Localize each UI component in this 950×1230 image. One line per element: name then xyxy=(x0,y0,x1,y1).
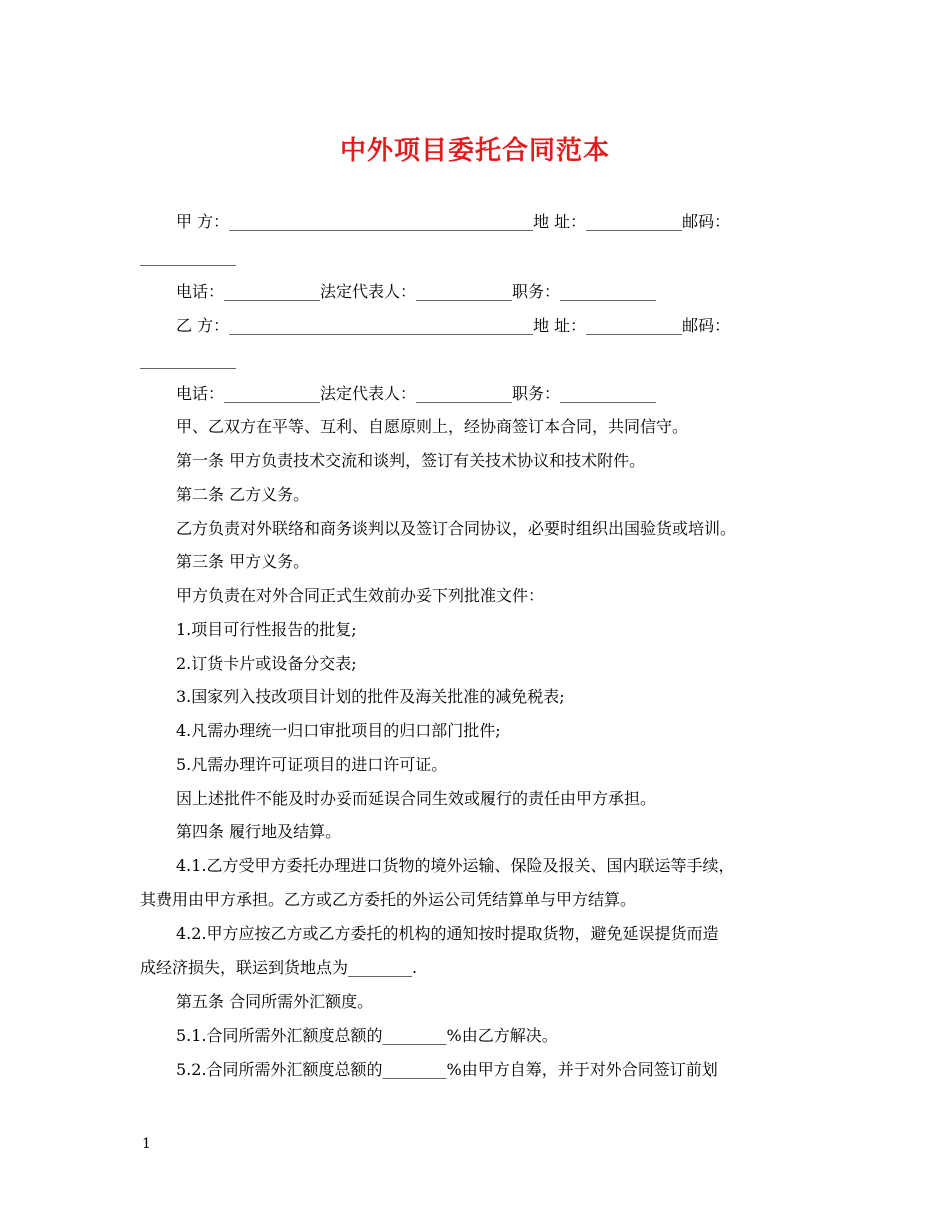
clause-4-2-line-2: 成经济损失，联运到货地点为________. xyxy=(140,958,418,977)
list-item: 3.国家列入技改项目计划的批件及海关批准的减免税表; xyxy=(176,687,565,706)
document-title: 中外项目委托合同范本 xyxy=(339,136,610,166)
article-2-heading: 第二条 乙方义务。 xyxy=(176,485,310,504)
party-b-line: 乙 方：______________________________________地 址：____________邮码： xyxy=(176,316,731,335)
article-1: 第一条 甲方负责技术交流和谈判，签订有关技术协议和技术附件。 xyxy=(176,451,646,470)
preamble: 甲、乙双方在平等、互利、自愿原则上，经协商签订本合同，共同信守。 xyxy=(176,417,689,436)
article-2-body: 乙方负责对外联络和商务谈判以及签订合同协议，必要时组织出国验货或培训。 xyxy=(176,519,737,538)
article-3-body: 甲方负责在对外合同正式生效前办妥下列批准文件： xyxy=(176,586,545,605)
party-b-zip-line: ____________ xyxy=(140,350,236,369)
party-b-phone-line: 电话：____________法定代表人：____________职务：____________ xyxy=(176,384,657,403)
article-4-heading: 第四条 履行地及结算。 xyxy=(176,822,342,841)
party-a-phone-line: 电话：____________法定代表人：____________职务：____________ xyxy=(176,282,657,301)
article-3-note: 因上述批件不能及时办妥而延误合同生效或履行的责任由甲方承担。 xyxy=(176,789,657,808)
clause-4-1-line-1: 4.1.乙方受甲方委托办理进口货物的境外运输、保险及报关、国内联运等手续， xyxy=(176,856,735,875)
page-number: 1 xyxy=(142,1136,151,1152)
clause-4-1-line-2: 其费用由甲方承担。乙方或乙方委托的外运公司凭结算单与甲方结算。 xyxy=(140,890,637,909)
party-a-zip-line: ____________ xyxy=(140,247,236,266)
list-item: 2.订货卡片或设备分交表; xyxy=(176,654,357,673)
clause-4-2-line-1: 4.2.甲方应按乙方或乙方委托的机构的通知按时提取货物，避免延误提货而造 xyxy=(176,924,719,943)
party-a-line: 甲 方：______________________________________地 址：____________邮码： xyxy=(176,212,731,231)
article-5-heading: 第五条 合同所需外汇额度。 xyxy=(176,992,374,1011)
clause-5-2: 5.2.合同所需外汇额度总额的________%由甲方自筹，并于对外合同签订前划 xyxy=(176,1060,718,1079)
clause-5-1: 5.1.合同所需外汇额度总额的________%由乙方解决。 xyxy=(176,1026,558,1045)
list-item: 1.项目可行性报告的批复; xyxy=(176,620,357,639)
list-item: 4.凡需办理统一归口审批项目的归口部门批件; xyxy=(176,721,501,740)
article-3-heading: 第三条 甲方义务。 xyxy=(176,552,310,571)
list-item: 5.凡需办理许可证项目的进口许可证。 xyxy=(176,755,448,774)
